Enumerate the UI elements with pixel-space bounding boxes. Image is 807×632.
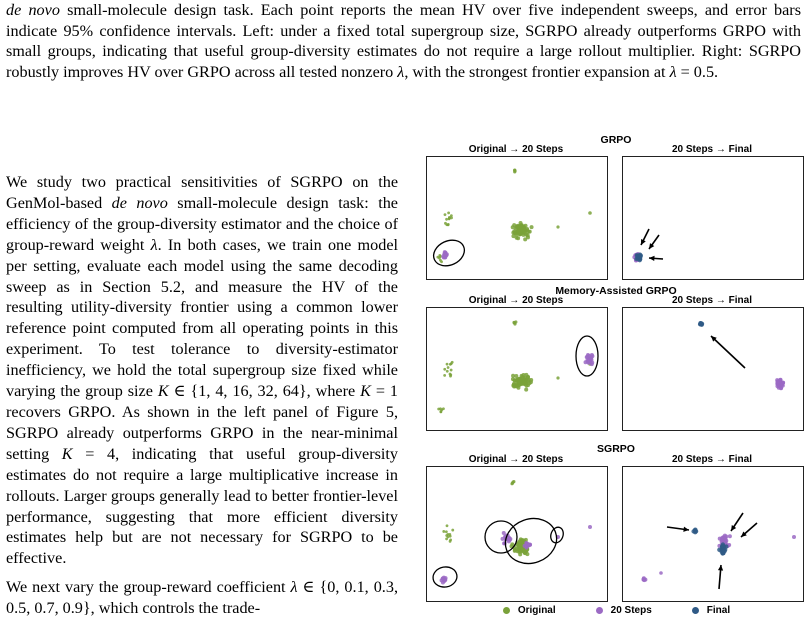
figure-caption: de novo small-molecule design task. Each point reports the mean HV over five independent sweeps, and error bars indicate 95% confidence intervals. Left: under a fixed total supergroup size, SGRPO already outperforms GRPO with small groups, indicating that useful group-diversity estimates do not require a large rollout multiplier. Right: SGRPO robustly improves HV over GRPO across all tested nonzero λ, with the strongest frontier expansion at λ = 0.5. (6, 1, 801, 81)
original-point (515, 384, 519, 388)
steps20-point (441, 577, 445, 581)
scatter-sgrpo-right (623, 467, 803, 601)
steps20-point (659, 571, 663, 575)
original-point (518, 552, 522, 556)
steps20-point (590, 354, 594, 358)
scatter-sgrpo-left (427, 467, 607, 601)
steps20-point (780, 382, 784, 386)
row3-right-title: 20 Steps → Final (671, 454, 753, 465)
legend-dot-original (503, 607, 510, 614)
original-point (446, 370, 449, 373)
original-point (513, 170, 516, 173)
original-point (556, 225, 559, 228)
legend-dot-final (692, 607, 699, 614)
original-point (449, 373, 452, 376)
final-point (698, 322, 702, 326)
steps20-point (528, 543, 532, 547)
steps20-point (792, 535, 796, 539)
row3-left-title: Original → 20 Steps (468, 454, 564, 465)
row2-left-title: Original → 20 Steps (468, 295, 564, 306)
row-title-sgrpo: SGRPO (597, 443, 635, 455)
steps20-point (775, 384, 779, 388)
original-point (450, 214, 453, 217)
original-point (513, 549, 517, 553)
original-point (528, 230, 532, 234)
steps20-point (588, 525, 592, 529)
embedding-figure (426, 130, 807, 620)
original-point (442, 530, 445, 533)
steps20-point (523, 544, 527, 548)
original-point (438, 257, 441, 260)
steps20-point (443, 252, 447, 256)
panel-sgrpo-right (622, 466, 804, 602)
original-point (437, 408, 440, 411)
panel-sgrpo-left (426, 466, 608, 602)
panel-memory-right (622, 307, 804, 431)
original-point (526, 375, 530, 379)
annotation-arrow (711, 336, 745, 368)
paragraph-2: We next vary the group-reward coefficient λ ∈ {0, 0.1, 0.3, 0.5, 0.7, 0.9}, which controls the trade- (6, 578, 398, 618)
panel-grpo-left (426, 156, 608, 280)
original-point (451, 361, 454, 364)
legend-item-original (503, 605, 556, 616)
legend-label-original: Original (517, 605, 556, 616)
row1-left-title: Original → 20 Steps (468, 144, 564, 155)
steps20-point (728, 534, 732, 538)
steps20-point (720, 536, 724, 540)
original-point (440, 410, 443, 413)
steps20-point (584, 360, 588, 364)
original-point (511, 384, 515, 388)
original-point (530, 225, 534, 229)
panel-memory-left (426, 307, 608, 431)
annotation-arrowhead (649, 256, 655, 261)
scatter-grpo-right (623, 157, 803, 279)
original-point (522, 376, 526, 380)
original-point (512, 229, 516, 233)
final-point (691, 529, 695, 533)
legend-item-final (692, 605, 730, 616)
original-point (444, 213, 447, 216)
original-point (443, 374, 446, 377)
steps20-point (776, 380, 780, 384)
steps20-point (586, 353, 590, 357)
original-point (446, 363, 449, 366)
original-point (519, 381, 523, 385)
panel-grpo-right (622, 156, 804, 280)
original-point (525, 552, 529, 556)
steps20-point (590, 362, 594, 366)
row2-right-title: 20 Steps → Final (671, 295, 753, 306)
original-point (447, 223, 450, 226)
original-point (451, 529, 454, 532)
original-point (513, 321, 516, 324)
original-point (588, 211, 592, 215)
legend-item-20-steps (596, 605, 652, 616)
scatter-memory-left (427, 308, 607, 430)
original-point (524, 388, 528, 392)
original-point (438, 254, 441, 257)
steps20-point (501, 537, 505, 541)
scatter-memory-right (623, 308, 803, 430)
final-point (636, 254, 640, 258)
steps20-point (642, 577, 646, 581)
steps20-point (779, 386, 783, 390)
original-point (449, 539, 452, 542)
body-text (6, 172, 398, 627)
steps20-point (589, 358, 593, 362)
row1-right-title: 20 Steps → Final (671, 144, 753, 155)
highlight-ellipse (485, 521, 517, 553)
scatter-grpo-left (427, 157, 607, 279)
original-point (556, 376, 559, 379)
legend-dot-20-steps (596, 607, 603, 614)
original-point (447, 535, 450, 538)
legend-label-final: Final (706, 605, 731, 616)
row-title-grpo: GRPO (600, 134, 632, 146)
original-point (510, 482, 513, 485)
final-point (722, 549, 726, 553)
original-point (516, 236, 520, 240)
paragraph-1: We study two practical sensitivities of SGRPO on the GenMol-based de novo small-molecule design task: the efficiency of the group-diversity estimator and the choice of group-reward weight λ. In both cases, we train one model per setting, evaluate each model using the same decoding sweep as in Section 5.2, and measure the HV of the resulting utility-diversity frontier using a common lower reference point computed from all operating points in this experiment. To test tolerance to diversity-estimator inefficiency, we hold the total supergroup size fixed while varying the group size K ∈ {1, 4, 16, 32, 64}, where K = 1 recovers GRPO. As shown in the left panel of Figure 5, SGRPO already outperforms GRPO in the near-minimal setting K = 4, indicating that useful group-diversity estimates do not require a large multiplicative increase in rollouts. Larger groups generally lead to better frontier-level performance, suggesting that more efficient diversity estimates help but are not necessary for SGRPO to be effective. (6, 173, 398, 568)
original-point (515, 225, 519, 229)
figure-legend (426, 605, 807, 616)
original-point (446, 524, 449, 527)
annotation-arrowhead (718, 565, 723, 571)
legend-label-20-steps: 20 Steps (610, 605, 652, 616)
original-point (447, 366, 450, 369)
original-point (448, 217, 451, 220)
original-point (445, 530, 448, 533)
original-point (513, 379, 517, 383)
original-point (445, 218, 448, 221)
original-point (448, 533, 451, 536)
highlight-ellipse (429, 235, 468, 270)
original-point (517, 541, 521, 545)
row-title-memory-grpo: Memory-Assisted GRPO (555, 285, 677, 297)
original-point (447, 212, 450, 215)
original-point (443, 368, 446, 371)
original-point (520, 229, 524, 233)
original-point (450, 369, 453, 372)
